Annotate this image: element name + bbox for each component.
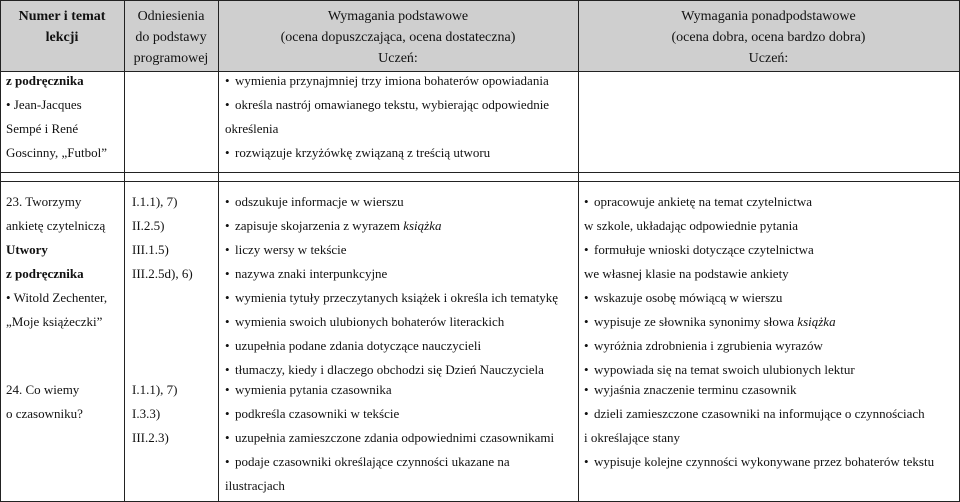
requirement-text: wypisuje ze słownika synonimy słowa [594,314,798,329]
row-divider [0,181,960,182]
requirement-item-continued: ilustracjach [225,478,285,493]
requirement-item [225,378,392,402]
requirement-text: podkreśla czasowniki w tekście [235,406,400,421]
requirement-italic-word: książka [797,314,836,329]
curriculum-reference: I.1.1), 7) [132,194,178,209]
lesson-source-author: • Witold Zechenter, [6,290,108,305]
requirement-text: wymienia tytuły przeczytanych książek i określa ich tematykę [235,290,559,305]
lesson-source-author: • Jean-Jacques [6,97,82,112]
requirement-text: wypowiada się na temat swoich ulubionych lektur [594,362,855,377]
column-divider [0,0,1,502]
column-divider [218,0,219,502]
curriculum-reference: II.2.5) [132,218,165,233]
requirement-text: określa nastrój omawianego tekstu, wybierając odpowiednie [235,97,550,112]
requirement-text: formułuje wnioski dotyczące czytelnictwa [594,242,814,257]
header-line: Wymagania ponadpodstawowe [681,9,856,24]
advanced-requirement-item [584,378,797,402]
requirement-text: dzieli zamieszczone czasowniki na informujące o czynnościach [594,406,925,421]
requirement-text: wyróżnia zdrobnienia i zgrubienia wyrazów [594,338,823,353]
lesson-source-author: Sempé i René [6,121,79,136]
requirement-item [225,286,558,310]
requirement-text: podaje czasowniki określające czynności ukazane na [235,454,510,469]
lesson-title: ankietę czytelniczą [6,218,106,233]
curriculum-reference: III.2.3) [132,430,169,445]
lesson-section-label: Utwory [6,242,48,257]
requirement-text: wypisuje kolejne czynności wykonywane przez bohaterów tekstu [594,454,935,469]
requirement-text: nazywa znaki interpunkcyjne [235,266,388,281]
header-line: (ocena dopuszczająca, ocena dostateczna) [280,30,516,45]
curriculum-reference: III.2.5d), 6) [132,266,193,281]
row-divider [0,0,960,1]
advanced-requirement-item [584,190,812,214]
advanced-requirement-item [584,334,823,358]
advanced-requirement-item [584,286,782,310]
requirement-item [225,402,399,426]
lesson-source-title: Goscinny, „Futbol” [6,145,107,160]
advanced-requirement-item [584,238,814,262]
requirement-text: opracowuje ankietę na temat czytelnictwa [594,194,813,209]
column-divider [124,0,125,502]
lesson-title: 23. Tworzymy [6,194,82,209]
column-divider [578,0,579,502]
header-line: Odniesienia [137,9,205,24]
requirement-text: tłumaczy, kiedy i dlaczego obchodzi się Dzień Nauczyciela [235,362,544,377]
requirement-text: uzupełnia zamieszczone zdania odpowiednimi czasownikami [235,430,555,445]
requirement-item [225,450,510,474]
requirement-text: uzupełnia podane zdania dotyczące nauczycieli [235,338,482,353]
requirement-text: rozwiązuje krzyżówkę związaną z treścią utworu [235,145,491,160]
requirement-item [225,214,441,238]
header-line: Uczeń: [378,51,418,66]
header-curriculum-reference [124,6,218,69]
requirement-item [225,334,481,358]
requirement-item [225,69,549,93]
advanced-requirement-continued: w szkole, układając odpowiednie pytania [584,218,799,233]
requirement-text: odszukuje informacje w wierszu [235,194,404,209]
curriculum-reference: III.1.5) [132,242,169,257]
header-line: do podstawy [135,30,207,45]
header-line: Numer i temat [18,9,106,24]
row-divider [0,172,960,173]
requirement-italic-word: książka [403,218,442,233]
header-basic-requirements [218,6,578,69]
requirement-item [225,262,387,286]
lesson-source-label: z podręcznika [6,266,84,281]
header-line: Wymagania podstawowe [327,9,469,24]
curriculum-reference: I.3.3) [132,406,161,421]
header-line: Uczeń: [748,51,789,66]
requirement-text: wymienia przynajmniej trzy imiona bohaterów opowiadania [235,73,549,88]
advanced-requirement-item [584,450,934,474]
requirement-item-continued: określenia [225,121,279,136]
requirement-item [225,190,404,214]
advanced-requirement-continued: i określające stany [584,430,681,445]
advanced-requirement-item [584,402,925,426]
requirement-text: wymienia swoich ulubionych bohaterów literackich [235,314,505,329]
header-advanced-requirements [578,6,959,69]
header-line: programowej [133,51,209,66]
requirement-text: wskazuje osobę mówiącą w wierszu [594,290,783,305]
requirement-text: zapisuje skojarzenia z wyrazem [235,218,404,233]
lesson-title: o czasowniku? [6,406,83,421]
requirement-text: wymienia pytania czasownika [235,382,392,397]
curriculum-reference: I.1.1), 7) [132,382,178,397]
header-line: (ocena dobra, ocena bardzo dobra) [671,30,866,45]
lesson-title: 24. Co wiemy [6,382,80,397]
header-lesson-topic [0,6,124,48]
requirement-item [225,426,554,450]
requirement-item [225,93,549,117]
requirement-item [225,238,347,262]
requirement-item [225,310,504,334]
requirement-text: liczy wersy w tekście [235,242,347,257]
advanced-requirement-continued: we własnej klasie na podstawie ankiety [584,266,789,281]
advanced-requirement-item [584,310,836,334]
requirement-text: wyjaśnia znaczenie terminu czasownik [594,382,797,397]
header-line: lekcji [45,30,79,45]
lesson-source-label: z podręcznika [6,73,84,88]
requirement-item [225,141,490,165]
lesson-source-title: „Moje książeczki” [6,314,103,329]
